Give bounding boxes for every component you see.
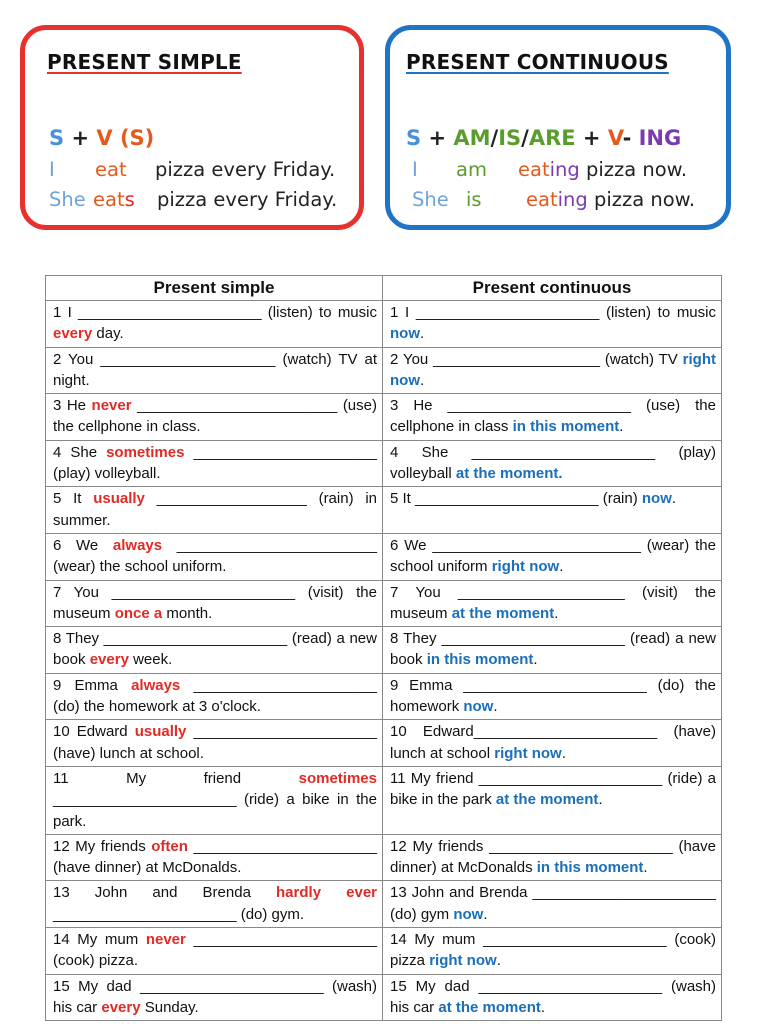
sentence-text: 3 He: [53, 397, 92, 415]
time-expression: right now: [429, 952, 497, 970]
sentence-text: 11 My friend: [53, 769, 299, 787]
sentence-text: .: [671, 490, 677, 508]
example-rest: pizza now.: [593, 188, 696, 211]
sentence-text: 11 My friend ______________________ (ride) a bike in the park: [390, 769, 716, 809]
table-row: [46, 881, 722, 928]
present-simple-cell: [46, 720, 383, 767]
time-expression: now: [463, 698, 494, 716]
sentence-text: 1 I ______________________ (listen) to music: [53, 304, 377, 321]
table-row: [46, 301, 722, 348]
formula-verb: V: [607, 126, 623, 150]
present-simple-cell: [46, 533, 383, 580]
formula-slash: /: [490, 126, 499, 150]
sentence-text: 14 My mum: [53, 931, 146, 949]
time-expression: right now: [491, 558, 560, 576]
sentence-text: .: [533, 651, 538, 669]
sentence-text: month.: [162, 604, 213, 622]
time-expression: usually: [134, 723, 187, 741]
sentence-text: 4 She ______________________ (play) volleyball: [390, 443, 716, 483]
time-expression: never: [145, 931, 186, 949]
sentence-text: 8 They ______________________ (read) a new book: [390, 630, 716, 669]
sentence-text: 9 Emma ______________________ (do) the homework: [390, 676, 716, 716]
sentence-text: 5 It ______________________ (rain): [390, 490, 642, 508]
sentence-text: ______________________ (do) the homework at 3 o'clock.: [53, 676, 377, 716]
present-simple-box: [20, 25, 364, 230]
continuous-example-2: [412, 188, 695, 211]
example-rest: pizza now.: [585, 158, 688, 181]
sentence-text: Sunday.: [140, 998, 199, 1016]
sentence-text: ______________________ (ride) a bike in the park.: [53, 791, 377, 830]
sentence-text: day.: [92, 325, 124, 343]
time-expression: sometimes: [298, 769, 377, 787]
time-expression: once a: [114, 604, 163, 622]
simple-example-1: [49, 158, 335, 181]
sentence-text: ______________________ (play) volleyball.: [53, 443, 377, 483]
sentence-text: 15 My dad ______________________ (wash) his car: [53, 977, 377, 1016]
table-row: [46, 673, 722, 720]
formula-plus: +: [428, 126, 447, 150]
table-row: [46, 834, 722, 881]
example-rest: pizza every Friday.: [157, 188, 338, 211]
time-expression: often: [151, 837, 188, 855]
time-expression: at the moment.: [455, 465, 563, 483]
present-simple-cell: [46, 766, 383, 834]
present-continuous-cell: [383, 673, 722, 720]
time-expression: right now: [494, 744, 562, 762]
column-header-present-simple: Present simple: [46, 276, 383, 301]
present-simple-cell: [46, 834, 383, 881]
example-aux: is: [466, 188, 482, 211]
present-continuous-cell: [383, 766, 722, 834]
present-continuous-cell: [383, 720, 722, 767]
table-row: [46, 394, 722, 441]
time-expression: at the moment: [495, 791, 599, 809]
sentence-text: .: [483, 905, 488, 923]
time-expression: now: [453, 905, 484, 923]
sentence-text: __________________ (rain) in summer.: [53, 490, 378, 529]
example-verb: [518, 158, 580, 181]
formula-subject: S: [406, 126, 422, 150]
time-expression: at the moment: [438, 998, 541, 1016]
time-expression: in this moment: [426, 651, 534, 669]
time-expression: now: [390, 325, 420, 343]
time-expression: sometimes: [106, 443, 185, 461]
sentence-text: 12 My friends ______________________ (have dinner) at McDonalds: [390, 837, 716, 877]
example-aux: am: [456, 158, 487, 181]
present-simple-cell: [46, 974, 383, 1021]
table-body: [46, 301, 722, 1021]
sentence-text: 13 John and Brenda ______________________ (do) gym: [390, 884, 716, 923]
present-continuous-cell: [383, 928, 722, 975]
sentence-text: 4 She: [53, 443, 107, 461]
sentence-text: 6 We: [53, 536, 113, 554]
verb-ing: ing: [557, 188, 588, 211]
exercise-table: [45, 275, 722, 1021]
time-expression: right now: [390, 350, 716, 389]
sentence-text: ______________________ (do) gym.: [53, 905, 305, 923]
sentence-text: 2 You _____________________ (watch) TV at night.: [53, 350, 377, 389]
sentence-text: 14 My mum ______________________ (cook) pizza: [390, 931, 716, 970]
sentence-text: 13 John and Brenda: [53, 884, 277, 902]
sentence-text: .: [561, 744, 566, 762]
formula-slash: /: [521, 126, 529, 150]
time-expression: in this moment: [512, 418, 620, 436]
present-continuous-cell: [383, 347, 722, 394]
sentence-text: 9 Emma: [53, 676, 132, 694]
verb-s-ending: s: [124, 188, 135, 211]
table-row: [46, 766, 722, 834]
present-simple-cell: [46, 928, 383, 975]
sentence-text: .: [420, 371, 425, 389]
sentence-text: 8 They ______________________ (read) a new book: [53, 630, 377, 669]
sentence-text: .: [540, 998, 546, 1016]
sentence-text: .: [420, 325, 425, 343]
continuous-example-1: [412, 158, 687, 181]
sentence-text: .: [643, 859, 648, 877]
present-simple-cell: [46, 580, 383, 627]
simple-example-2: [49, 188, 337, 211]
present-continuous-box: [385, 25, 731, 230]
sentence-text: 3 He ______________________ (use) the cellphone in class: [390, 397, 716, 436]
formula-are: ARE: [528, 126, 576, 150]
sentence-text: .: [598, 791, 603, 809]
formula-is: IS: [498, 126, 522, 150]
present-continuous-cell: [383, 834, 722, 881]
sentence-text: ________________________ (use) the cellphone in class.: [53, 397, 377, 436]
present-simple-cell: [46, 673, 383, 720]
formula-subject: S: [49, 126, 65, 150]
present-simple-formula: [49, 126, 154, 150]
table-row: [46, 487, 722, 534]
table-row: [46, 580, 722, 627]
sentence-text: .: [619, 418, 624, 436]
example-pronoun: She: [49, 188, 86, 211]
formula-s-ending: (S): [119, 126, 155, 150]
sentence-text: .: [559, 558, 564, 576]
sentence-text: 10 Edward______________________ (have) lunch at school: [390, 723, 716, 762]
present-simple-cell: [46, 487, 383, 534]
present-simple-cell: [46, 881, 383, 928]
time-expression: hardly ever: [276, 884, 377, 902]
sentence-text: 5 It: [53, 490, 94, 508]
formula-ing: ING: [638, 126, 682, 150]
sentence-text: 6 We _________________________ (wear) the school uniform: [390, 536, 716, 576]
formula-am: AM: [453, 126, 491, 150]
present-continuous-cell: [383, 974, 722, 1021]
example-verb: [93, 188, 157, 211]
table-row: [46, 928, 722, 975]
example-verb: eat: [95, 158, 127, 181]
present-continuous-cell: [383, 580, 722, 627]
sentence-text: ______________________ (have) lunch at school.: [53, 723, 377, 762]
table-row: [46, 533, 722, 580]
table-row: [46, 347, 722, 394]
example-pronoun: I: [49, 158, 55, 181]
column-header-present-continuous: Present continuous: [383, 276, 722, 301]
sentence-text: 2 You ____________________ (watch) TV: [390, 350, 683, 368]
present-simple-cell: [46, 627, 383, 674]
formula-plus: +: [71, 126, 90, 150]
sentence-text: .: [493, 698, 498, 716]
time-expression: every: [101, 998, 141, 1016]
sentence-text: 7 You ______________________ (visit) the museum: [53, 583, 377, 622]
table-header-row: [46, 276, 722, 301]
time-expression: never: [91, 397, 132, 415]
table-row: [46, 720, 722, 767]
time-expression: always: [131, 676, 181, 694]
example-pronoun: She: [412, 188, 449, 211]
verb-base: eat: [93, 188, 125, 211]
formula-dash: -: [622, 126, 632, 150]
present-continuous-cell: [383, 440, 722, 487]
time-expression: at the moment: [451, 604, 555, 622]
example-pronoun: I: [412, 158, 418, 181]
table-row: [46, 974, 722, 1021]
sentence-text: week.: [128, 651, 173, 669]
present-simple-cell: [46, 301, 383, 348]
sentence-text: 7 You ____________________ (visit) the museum: [390, 583, 716, 622]
time-expression: now: [641, 490, 672, 508]
formula-plus: +: [582, 126, 601, 150]
present-continuous-cell: [383, 881, 722, 928]
sentence-text: ______________________ (cook) pizza.: [53, 931, 377, 970]
table-row: [46, 627, 722, 674]
table-row: [46, 440, 722, 487]
sentence-text: .: [554, 604, 559, 622]
sentence-text: ________________________ (wear) the school uniform.: [53, 536, 378, 576]
verb-base: eat: [518, 158, 550, 181]
verb-base: eat: [526, 188, 558, 211]
sentence-text: 1 I ______________________ (listen) to music: [390, 304, 716, 321]
time-expression: every: [89, 651, 129, 669]
verb-ing: ing: [549, 158, 580, 181]
time-expression: in this moment: [536, 859, 644, 877]
example-verb: [526, 188, 588, 211]
time-expression: always: [112, 536, 163, 554]
sentence-text: .: [496, 952, 501, 970]
present-simple-cell: [46, 440, 383, 487]
sentence-text: 15 My dad ______________________ (wash) his car: [390, 977, 716, 1016]
present-simple-title: PRESENT SIMPLE: [47, 50, 242, 74]
present-continuous-cell: [383, 301, 722, 348]
formula-verb: V: [96, 126, 113, 150]
sentence-text: 12 My friends: [53, 837, 152, 855]
time-expression: every: [53, 325, 93, 343]
present-continuous-cell: [383, 487, 722, 534]
time-expression: usually: [93, 490, 145, 508]
present-continuous-cell: [383, 394, 722, 441]
present-simple-cell: [46, 394, 383, 441]
present-continuous-title: PRESENT CONTINUOUS: [406, 50, 669, 74]
present-continuous-cell: [383, 627, 722, 674]
sentence-text: ______________________ (have dinner) at McDonalds.: [53, 837, 377, 877]
present-continuous-cell: [383, 533, 722, 580]
present-simple-cell: [46, 347, 383, 394]
example-rest: pizza every Friday.: [155, 158, 336, 181]
sentence-text: 10 Edward: [53, 723, 135, 741]
present-continuous-formula: [406, 126, 681, 150]
